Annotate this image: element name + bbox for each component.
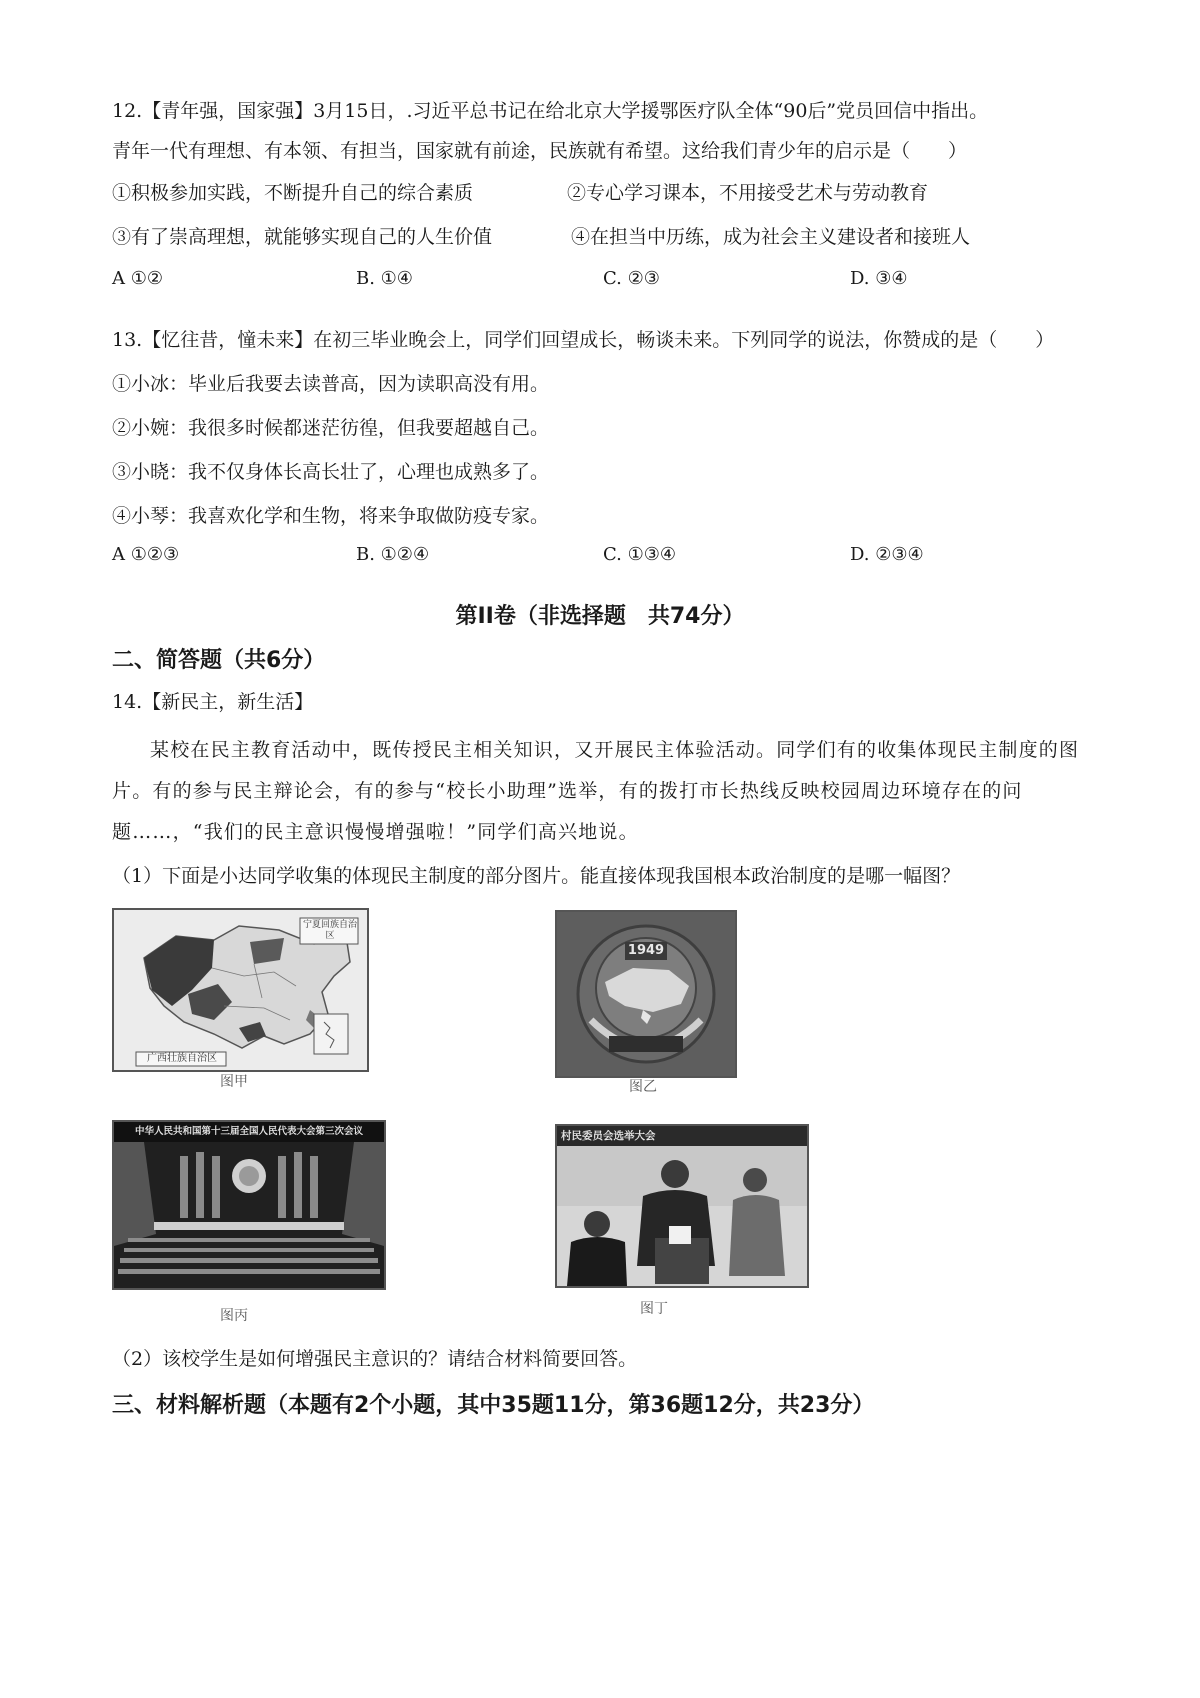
map-label-bottom: 广西壮族自治区	[147, 1053, 217, 1064]
q12-stem-line2: 青年一代有理想、有本领、有担当，国家就有前途，民族就有希望。这给我们青少年的启示是（ ）	[112, 140, 968, 162]
q14-paragraph: 某校在民主教育活动中，既传授民主相关知识，又开展民主体验活动。同学们有的收集体现民主制度的图片。有的参与民主辩论会，有的参与“校长小助理”选举，有的拨打市长热线反映校园周边环境存在的问题……，“我们的民主意识慢慢增强啦！”同学们高兴地说。	[112, 739, 1080, 843]
q12-option-a[interactable]: A ①②	[112, 268, 163, 289]
q14-sub1: （1）下面是小达同学收集的体现民主制度的部分图片。能直接体现我国根本政治制度的是哪一幅图？	[112, 865, 961, 887]
figure-ding-caption: 图丁	[640, 1301, 668, 1317]
figure-bing-caption: 图丙	[220, 1308, 248, 1324]
q13-options	[112, 544, 1112, 570]
q12-statement-4: ④在担当中历练，成为社会主义建设者和接班人	[571, 226, 971, 248]
figure-yi-caption: 图乙	[629, 1079, 657, 1095]
q14-title: 14.【新民主，新生活】	[112, 691, 314, 713]
election-photo-icon	[557, 1126, 807, 1286]
figure-bing-hall	[112, 1120, 386, 1290]
q12-statement-3: ③有了崇高理想，就能够实现自己的人生价值	[112, 226, 493, 248]
section-3-heading: 三、材料解析题（本题有2个小题，其中35题11分，第36题12分，共23分）	[112, 1393, 875, 1418]
q12-stem-line1: 12.【青年强，国家强】3月15日，.习近平总书记在给北京大学援鄂医疗队全体“90后”党员回信中指出。	[112, 100, 989, 122]
figure-jia-map	[112, 908, 369, 1072]
cppcc-emblem-icon	[557, 912, 735, 1076]
emblem-year: 1949	[627, 943, 665, 958]
map-label-top: 宁夏回族自治区	[302, 920, 357, 941]
q14-sub2: （2）该校学生是如何增强民主意识的？请结合材料简要回答。	[112, 1348, 638, 1370]
q12-options	[112, 268, 1112, 294]
q13-option-a[interactable]: A ①②③	[112, 544, 180, 565]
figure-yi-emblem	[555, 910, 737, 1078]
q12-option-c[interactable]: C. ②③	[603, 268, 660, 289]
q13-statement-1: ①小冰：毕业后我要去读普高，因为读职高没有用。	[112, 373, 550, 395]
q13-stem: 13.【忆往昔，憧未来】在初三毕业晚会上，同学们回望成长，畅谈未来。下列同学的说法，你赞成的是（ ）	[112, 329, 1055, 351]
q13-option-d[interactable]: D. ②③④	[850, 544, 924, 565]
congress-hall-icon	[114, 1122, 384, 1288]
q12-statement-2: ②专心学习课本，不用接受艺术与劳动教育	[567, 182, 929, 204]
hall-banner: 中华人民共和国第十三届全国人民代表大会第三次会议	[134, 1126, 363, 1137]
figure-jia-caption: 图甲	[220, 1074, 248, 1090]
q12-option-d[interactable]: D. ③④	[850, 268, 908, 289]
q13-statement-4: ④小琴：我喜欢化学和生物，将来争取做防疫专家。	[112, 505, 550, 527]
q13-option-b[interactable]: B. ①②④	[356, 544, 430, 565]
q12-statement-1: ①积极参加实践，不断提升自己的综合素质	[112, 182, 474, 204]
section-2-heading: 二、简答题（共6分）	[112, 648, 326, 673]
election-banner: 村民委员会选举大会	[561, 1130, 656, 1142]
q13-statement-2: ②小婉：我很多时候都迷茫彷徨，但我要超越自己。	[112, 417, 550, 439]
q13-statement-3: ③小晓：我不仅身体长高长壮了，心理也成熟多了。	[112, 461, 550, 483]
section-2-title: 第II卷（非选择题 共74分）	[455, 604, 745, 629]
q12-option-b[interactable]: B. ①④	[356, 268, 413, 289]
figure-ding-election	[555, 1124, 809, 1288]
q13-option-c[interactable]: C. ①③④	[603, 544, 676, 565]
